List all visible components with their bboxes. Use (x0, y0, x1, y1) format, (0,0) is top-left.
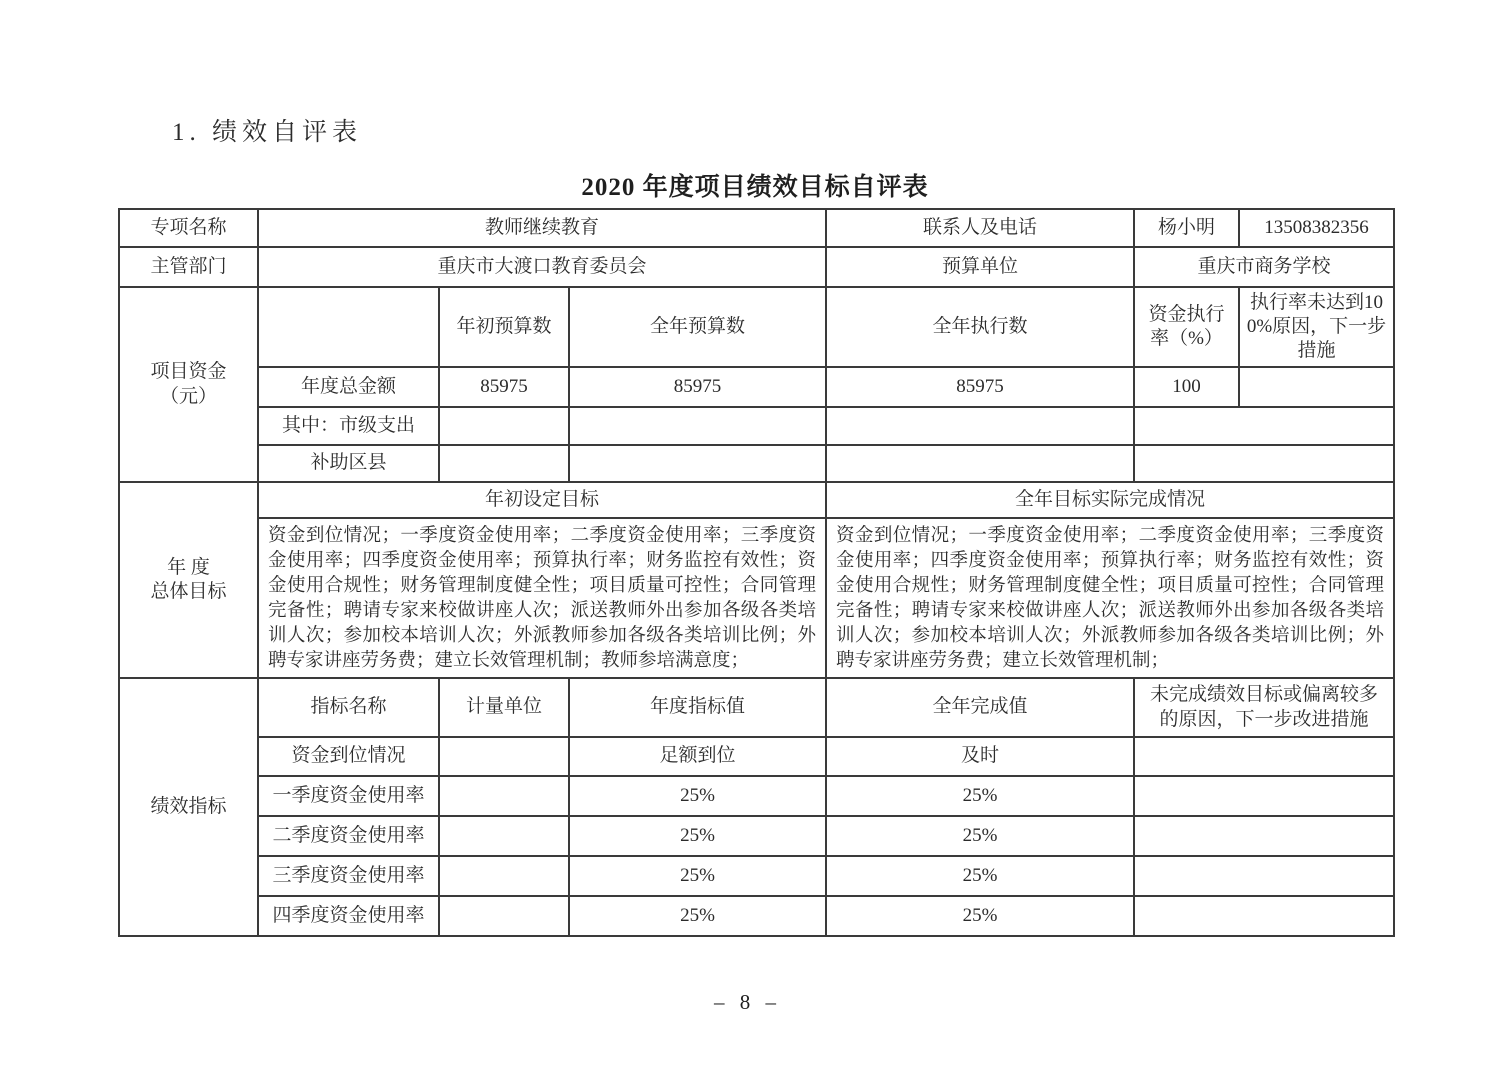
performance-target-funds-arrival: 足额到位 (569, 737, 826, 776)
performance-unit-funds-arrival (439, 737, 569, 776)
table-row (119, 482, 1394, 518)
funds-district-annual-execution (826, 445, 1134, 482)
dept-value: 重庆市大渡口教育委员会 (258, 247, 826, 287)
annual-goal-actual-text: 资金到位情况；一季度资金使用率；二季度资金使用率；三季度资金使用率；四季度资金使用率；预算执行率；财务监控有效性；资金使用合规性；财务管理制度健全性；项目质量可控性；合同管理完备性；聘请专家来校做讲座人次；派送教师外出参加各级各类培训人次；参加校本培训人次；外派教师参加各级各类培训比例；外聘专家讲座劳务费；建立长效管理机制； (826, 518, 1394, 678)
funds-header-annual-execution: 全年执行数 (826, 287, 1134, 367)
funds-header-execution-rate: 资金执行率（%） (1134, 287, 1239, 367)
performance-header-unit: 计量单位 (439, 678, 569, 737)
performance-completion-q2: 25% (826, 816, 1134, 856)
funds-city-merged-tail (1134, 407, 1394, 445)
special-name-value: 教师继续教育 (258, 209, 826, 247)
performance-target-q4: 25% (569, 896, 826, 936)
table-row (119, 896, 1394, 936)
annual-goal-initial-header: 年初设定目标 (258, 482, 826, 518)
table-row (119, 287, 1394, 367)
contact-name: 杨小明 (1134, 209, 1239, 247)
table-row (119, 776, 1394, 816)
funds-total-initial-budget: 85975 (439, 367, 569, 407)
performance-reason-q4 (1134, 896, 1394, 936)
page-number: – 8 – (714, 990, 776, 1014)
funds-city-initial-budget (439, 407, 569, 445)
annual-goal-label-line2: 总体目标 (150, 581, 227, 602)
performance-indicator-q4: 四季度资金使用率 (258, 896, 439, 936)
performance-unit-q2 (439, 816, 569, 856)
annual-goal-label-line1: 年 度 (167, 556, 210, 578)
funds-header-reason: 执行率未达到100%原因，下一步措施 (1239, 287, 1394, 367)
contact-phone: 13508382356 (1239, 209, 1394, 247)
performance-header-annual-completion: 全年完成值 (826, 678, 1134, 737)
table-row (119, 678, 1394, 737)
performance-target-q3: 25% (569, 856, 826, 896)
funds-total-annual-execution: 85975 (826, 367, 1134, 407)
funds-district-annual-budget (569, 445, 826, 482)
funds-label-line1: 项目资金 (150, 361, 227, 383)
performance-unit-q4 (439, 896, 569, 936)
performance-reason-q2 (1134, 816, 1394, 856)
dept-label: 主管部门 (119, 247, 258, 287)
performance-section-label: 绩效指标 (119, 678, 258, 936)
performance-indicator-q3: 三季度资金使用率 (258, 856, 439, 896)
performance-indicator-funds-arrival: 资金到位情况 (258, 737, 439, 776)
funds-row-label-city: 其中：市级支出 (258, 407, 439, 445)
performance-header-annual-target: 年度指标值 (569, 678, 826, 737)
performance-target-q2: 25% (569, 816, 826, 856)
funds-row-label-district: 补助区县 (258, 445, 439, 482)
funds-label-line2: （元） (159, 385, 217, 407)
performance-reason-q3 (1134, 856, 1394, 896)
table-row (119, 209, 1394, 247)
funds-city-annual-budget (569, 407, 826, 445)
performance-completion-funds-arrival: 及时 (826, 737, 1134, 776)
performance-reason-funds-arrival (1134, 737, 1394, 776)
self-evaluation-table (118, 208, 1395, 937)
performance-indicator-q2: 二季度资金使用率 (258, 816, 439, 856)
funds-header-initial-budget: 年初预算数 (439, 287, 569, 367)
performance-target-q1: 25% (569, 776, 826, 816)
funds-section-label (119, 287, 258, 482)
table-row (119, 445, 1394, 482)
table-row (119, 518, 1394, 678)
performance-completion-q4: 25% (826, 896, 1134, 936)
performance-header-reason: 未完成绩效目标或偏离较多的原因，下一步改进措施 (1134, 678, 1394, 737)
table-row (119, 247, 1394, 287)
funds-total-annual-budget: 85975 (569, 367, 826, 407)
section-heading: 1. 绩效自评表 (172, 119, 363, 146)
annual-goal-initial-text: 资金到位情况；一季度资金使用率；二季度资金使用率；三季度资金使用率；四季度资金使用率；预算执行率；财务监控有效性；资金使用合规性；财务管理制度健全性；项目质量可控性；合同管理完备性；聘请专家来校做讲座人次；派送教师外出参加各级各类培训人次；参加校本培训人次；外派教师参加各级各类培训比例；外聘专家讲座劳务费；建立长效管理机制；教师参培满意度； (258, 518, 826, 678)
budget-unit-label: 预算单位 (826, 247, 1134, 287)
funds-total-reason (1239, 367, 1394, 407)
contact-label: 联系人及电话 (826, 209, 1134, 247)
funds-total-execution-rate: 100 (1134, 367, 1239, 407)
budget-unit-value: 重庆市商务学校 (1134, 247, 1394, 287)
annual-goal-actual-header: 全年目标实际完成情况 (826, 482, 1394, 518)
performance-completion-q3: 25% (826, 856, 1134, 896)
special-name-label: 专项名称 (119, 209, 258, 247)
performance-reason-q1 (1134, 776, 1394, 816)
table-row (119, 407, 1394, 445)
performance-indicator-q1: 一季度资金使用率 (258, 776, 439, 816)
funds-header-annual-budget: 全年预算数 (569, 287, 826, 367)
performance-header-indicator: 指标名称 (258, 678, 439, 737)
table-title: 2020 年度项目绩效目标自评表 (581, 174, 929, 201)
performance-completion-q1: 25% (826, 776, 1134, 816)
funds-header-blank (258, 287, 439, 367)
table-row (119, 816, 1394, 856)
table-row (119, 367, 1394, 407)
funds-district-initial-budget (439, 445, 569, 482)
table-row (119, 737, 1394, 776)
performance-unit-q3 (439, 856, 569, 896)
table-row (119, 856, 1394, 896)
funds-row-label-total: 年度总金额 (258, 367, 439, 407)
funds-city-annual-execution (826, 407, 1134, 445)
funds-district-merged-tail (1134, 445, 1394, 482)
annual-goal-section-label (119, 482, 258, 678)
performance-unit-q1 (439, 776, 569, 816)
